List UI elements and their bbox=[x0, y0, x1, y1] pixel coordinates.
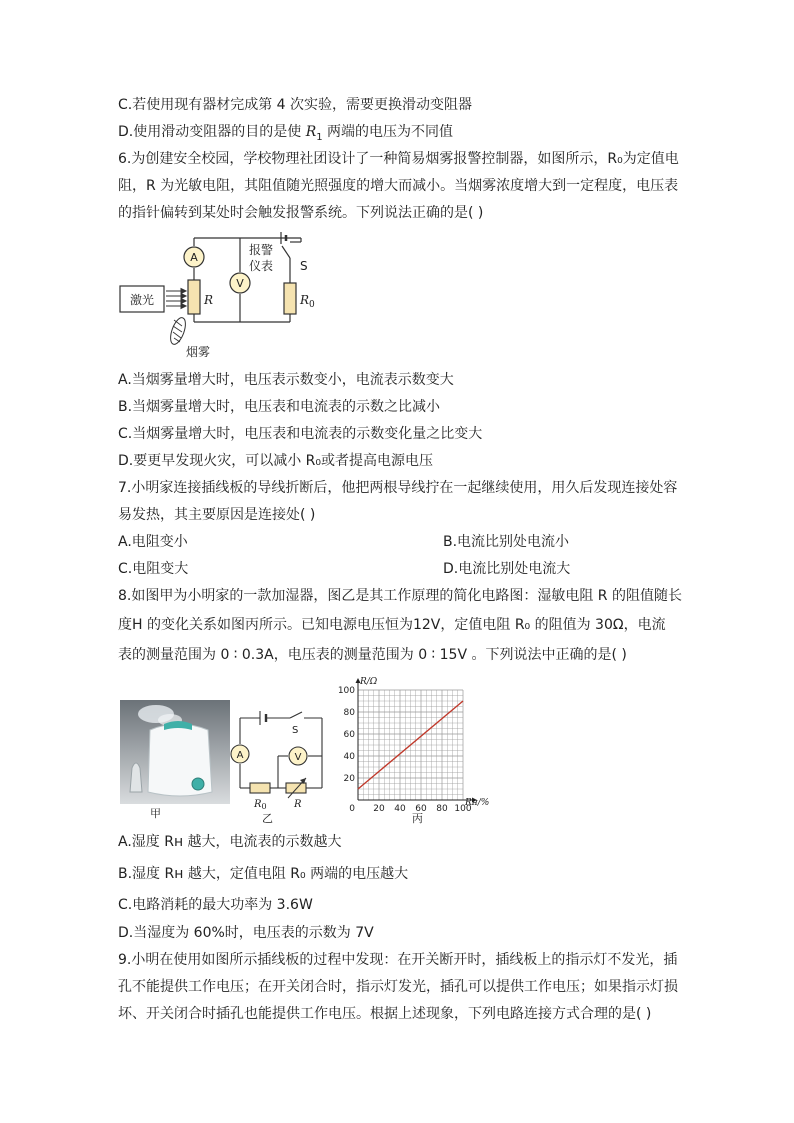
R0-label: $R_0$ bbox=[254, 799, 267, 811]
q9-stem-line3: 坏、开关闭合时插孔也能提供工作电压。根据上述现象，下列电路连接方式合理的是( ) bbox=[118, 1006, 652, 1022]
q6-option-c: C.当烟雾量增大时，电压表和电流表的示数变化量之比变大 bbox=[118, 426, 483, 442]
q6-stem-line3: 的指针偏转到某处时会触发报警系统。下列说法正确的是( ) bbox=[118, 205, 484, 221]
x-tick-label: 100 bbox=[454, 804, 472, 814]
x-axis-label: Rʜ/% bbox=[465, 798, 490, 808]
fig-yi-label: 乙 bbox=[262, 812, 273, 824]
q6-option-b: B.当烟雾量增大时，电压表和电流表的示数之比减小 bbox=[118, 399, 441, 415]
q5-option-c: C.若使用现有器材完成第 4 次实验，需要更换滑动变阻器 bbox=[118, 97, 473, 113]
q8-stem-line1: 8.如图甲为小明家的一款加湿器，图乙是其工作原理的简化电路图：湿敏电阻 R 的阻值随长 bbox=[118, 588, 682, 604]
q9-stem-line1: 9.小明在使用如图所示插线板的过程中发现：在开关断开时，插线板上的指示灯不发光，插 bbox=[118, 952, 678, 968]
q7-option-a: A.电阻变小 bbox=[118, 534, 188, 550]
q5-option-d: D.使用滑动变阻器的目的是使 $R_1$ 两端的电压为不同值 bbox=[118, 124, 454, 143]
resistor-R0 bbox=[284, 283, 296, 314]
q8-circuit-figure bbox=[228, 706, 328, 824]
y-tick-label: 20 bbox=[343, 774, 355, 784]
q8-option-c: C.电路消耗的最大功率为 3.6W bbox=[118, 897, 313, 913]
laser-label: 激光 bbox=[129, 293, 155, 307]
x-tick-label: 20 bbox=[373, 804, 385, 814]
humidity-resistance-chart bbox=[330, 674, 510, 826]
alarm-label-1: 报警 bbox=[249, 243, 274, 257]
switch-label: S bbox=[300, 259, 308, 273]
smoke-icon bbox=[168, 316, 189, 346]
q7-stem-line2: 易发热，其主要原因是连接处( ) bbox=[118, 507, 316, 523]
y-tick-label: 60 bbox=[343, 730, 355, 740]
x-tick-label: 60 bbox=[415, 804, 427, 814]
q8-stem-line3: 表的测量范围为 0 ∶ 0.3A，电压表的测量范围为 0 ∶ 15V 。下列说法中正确的是( ) bbox=[118, 647, 627, 663]
q6-stem-line1: 6.为创建安全校园，学校物理社团设计了一种简易烟雾报警控制器，如图所示，R₀为定值电 bbox=[118, 151, 679, 167]
voltmeter-label: V bbox=[236, 277, 244, 290]
ammeter-label: A bbox=[236, 750, 244, 761]
y-tick-label: 100 bbox=[337, 686, 355, 696]
q7-option-c: C.电阻变大 bbox=[118, 561, 189, 577]
q6-option-d: D.要更早发现火灾，可以减小 R₀或者提高电源电压 bbox=[118, 453, 434, 469]
y-axis-label: R/Ω bbox=[360, 677, 378, 687]
humidifier-image bbox=[120, 700, 230, 820]
q8-option-d: D.当湿度为 60%时，电压表的示数为 7V bbox=[118, 925, 374, 941]
q6-option-a: A.当烟雾量增大时，电压表示数变小，电流表示数变大 bbox=[118, 372, 454, 388]
R0-label: $R_0$ bbox=[300, 293, 315, 310]
humidity-resistor-R bbox=[286, 783, 306, 793]
fig-jia-label: 甲 bbox=[150, 807, 161, 820]
origin-label: 0 bbox=[349, 804, 355, 814]
y-tick-label: 40 bbox=[343, 752, 355, 762]
switch-label: S bbox=[292, 725, 299, 736]
q7-option-d: D.电流比别处电流大 bbox=[443, 561, 571, 577]
q8-option-b: B.湿度 Rʜ 越大，定值电阻 R₀ 两端的电压越大 bbox=[118, 866, 409, 882]
R-label: R bbox=[294, 799, 302, 810]
alarm-label-2: 仪表 bbox=[249, 259, 274, 273]
voltmeter-label: V bbox=[294, 752, 302, 763]
smoke-label: 烟雾 bbox=[186, 345, 211, 359]
photoresistor-R bbox=[188, 280, 200, 314]
fig-bing-label: 丙 bbox=[412, 812, 423, 825]
q9-stem-line2: 孔不能提供工作电压；在开关闭合时，指示灯发光，插孔可以提供工作电压；如果指示灯损 bbox=[118, 979, 678, 995]
q8-option-a: A.湿度 Rʜ 越大，电流表的示数越大 bbox=[118, 834, 342, 850]
q8-stem-line2: 度H 的变化关系如图丙所示。已知电源电压恒为12V，定值电阻 R₀ 的阻值为 30Ω，电流 bbox=[118, 617, 666, 633]
q7-stem-line1: 7.小明家连接插线板的导线折断后，他把两根导线拧在一起继续使用，用久后发现连接处容 bbox=[118, 480, 678, 496]
y-tick-label: 80 bbox=[343, 708, 355, 718]
q6-stem-line2: 阻，R 为光敏电阻，其阻值随光照强度的增大而减小。当烟雾浓度增大到一定程度，电压表 bbox=[118, 178, 679, 194]
q6-circuit-figure bbox=[118, 228, 338, 364]
x-tick-label: 40 bbox=[394, 804, 406, 814]
R-label: R bbox=[204, 293, 214, 307]
resistor-R0 bbox=[250, 783, 270, 793]
ammeter-label: A bbox=[190, 251, 198, 264]
q7-option-b: B.电流比别处电流小 bbox=[443, 534, 570, 550]
x-tick-label: 80 bbox=[436, 804, 448, 814]
